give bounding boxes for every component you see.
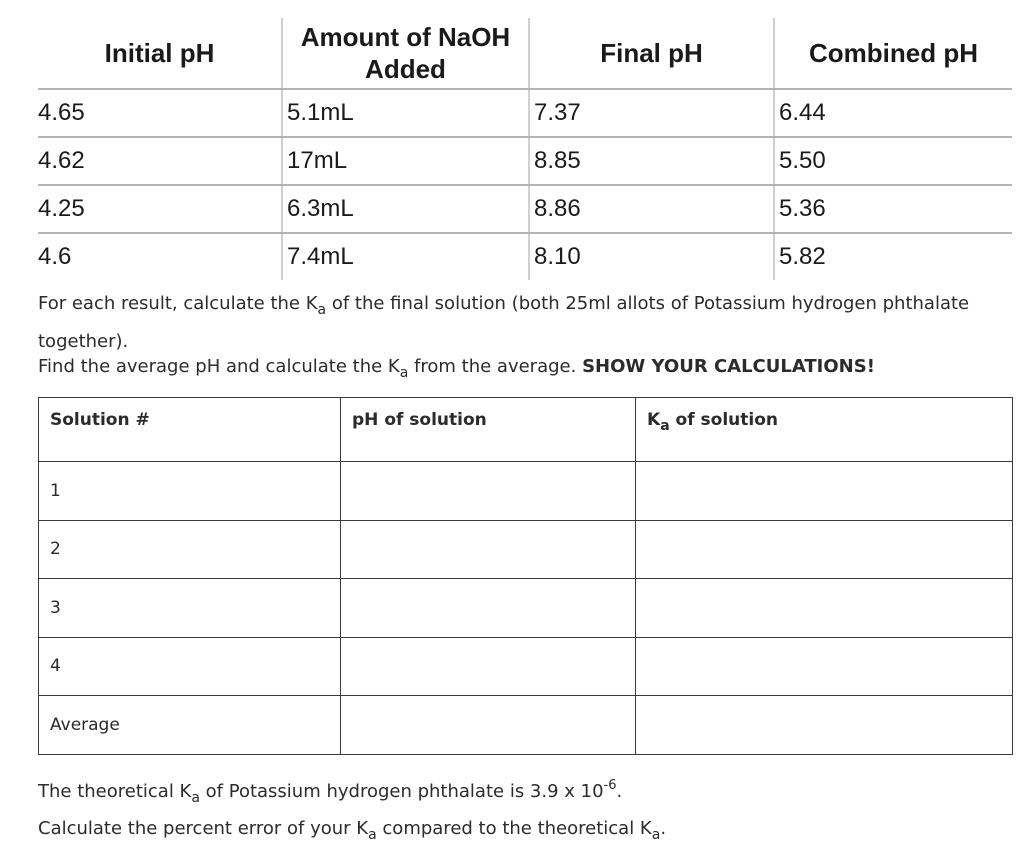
show-calculations-emphasis: SHOW YOUR CALCULATIONS! (582, 356, 875, 377)
text-segment: Find the average pH and calculate the K (38, 356, 400, 377)
cell-final-ph: 8.86 (528, 186, 773, 232)
cell-final-ph: 8.10 (528, 234, 773, 280)
header-final-ph: Final pH (528, 18, 773, 88)
header-ka-of-solution (636, 398, 1013, 462)
cell-initial-ph: 4.65 (38, 99, 85, 126)
calculation-table (38, 397, 1013, 755)
cell-combined-ph: 5.82 (773, 234, 1012, 280)
percent-error-instruction (38, 818, 666, 843)
text-segment: of Potassium hydrogen phthalate is 3.9 x 10 (199, 781, 604, 802)
instruction-average (38, 356, 875, 381)
table-row (39, 579, 1013, 638)
cell-naoh-added: 6.3mL (281, 186, 528, 232)
table-row (38, 138, 1012, 186)
ka-input-cell[interactable] (636, 579, 1013, 638)
text-segment: . (660, 818, 667, 839)
cell-combined-ph: 5.36 (773, 186, 1012, 232)
table-row (38, 234, 1012, 280)
ka-subscript: a (660, 418, 670, 434)
text-segment: of solution (669, 410, 779, 430)
text-segment: Calculate the percent error of your K (38, 818, 369, 839)
solution-number-cell: Average (39, 696, 341, 755)
ka-input-cell[interactable] (636, 637, 1013, 696)
data-table-header (38, 18, 1012, 90)
exponent-superscript: -6 (603, 778, 617, 793)
solution-number-cell: 4 (39, 637, 341, 696)
cell-combined-ph: 5.50 (773, 138, 1012, 184)
cell-initial-ph: 4.62 (38, 147, 85, 174)
table-row (39, 462, 1013, 521)
text-segment: from the average. (408, 356, 583, 377)
table-row (39, 696, 1013, 755)
header-ph-of-solution: pH of solution (341, 398, 636, 462)
ka-subscript: a (317, 302, 327, 318)
cell-initial-ph: 4.6 (38, 243, 72, 270)
header-solution-number: Solution # (39, 398, 341, 462)
cell-final-ph: 7.37 (528, 90, 773, 136)
solution-number-cell: 3 (39, 579, 341, 638)
text-segment: K (647, 410, 661, 430)
ka-subscript: a (399, 365, 409, 381)
text-segment: The theoretical K (38, 781, 192, 802)
ph-input-cell[interactable] (341, 637, 636, 696)
ka-subscript: a (368, 827, 377, 843)
ka-subscript: a (191, 790, 200, 806)
theoretical-ka-statement (38, 778, 622, 806)
text-segment: . (616, 781, 623, 802)
table-row (39, 637, 1013, 696)
header-combined-ph: Combined pH (773, 18, 1012, 88)
header-initial-ph: Initial pH (104, 38, 215, 68)
ph-input-cell[interactable] (341, 696, 636, 755)
data-table (38, 18, 1012, 280)
ph-input-cell[interactable] (341, 462, 636, 521)
ph-input-cell[interactable] (341, 579, 636, 638)
cell-initial-ph: 4.25 (38, 195, 85, 222)
table-row (38, 90, 1012, 138)
table-row (38, 186, 1012, 234)
solution-number-cell: 2 (39, 520, 341, 579)
text-segment: For each result, calculate the K (38, 293, 318, 314)
ph-input-cell[interactable] (341, 520, 636, 579)
ka-subscript: a (651, 827, 661, 843)
cell-naoh-added: 17mL (281, 138, 528, 184)
ka-input-cell[interactable] (636, 696, 1013, 755)
cell-final-ph: 8.85 (528, 138, 773, 184)
text-segment: of the final solution (both 25ml allots of Potassium hydrogen phthalate together). (38, 293, 970, 352)
instruction-ka-each (38, 288, 998, 357)
cell-naoh-added: 7.4mL (281, 234, 528, 280)
calculation-table-header (39, 398, 1013, 462)
text-segment: compared to the theoretical K (376, 818, 652, 839)
cell-naoh-added: 5.1mL (281, 90, 528, 136)
solution-number-cell: 1 (39, 462, 341, 521)
ka-input-cell[interactable] (636, 462, 1013, 521)
ka-input-cell[interactable] (636, 520, 1013, 579)
table-row (39, 520, 1013, 579)
cell-combined-ph: 6.44 (773, 90, 1012, 136)
header-naoh-added: Amount of NaOH Added (281, 18, 528, 88)
